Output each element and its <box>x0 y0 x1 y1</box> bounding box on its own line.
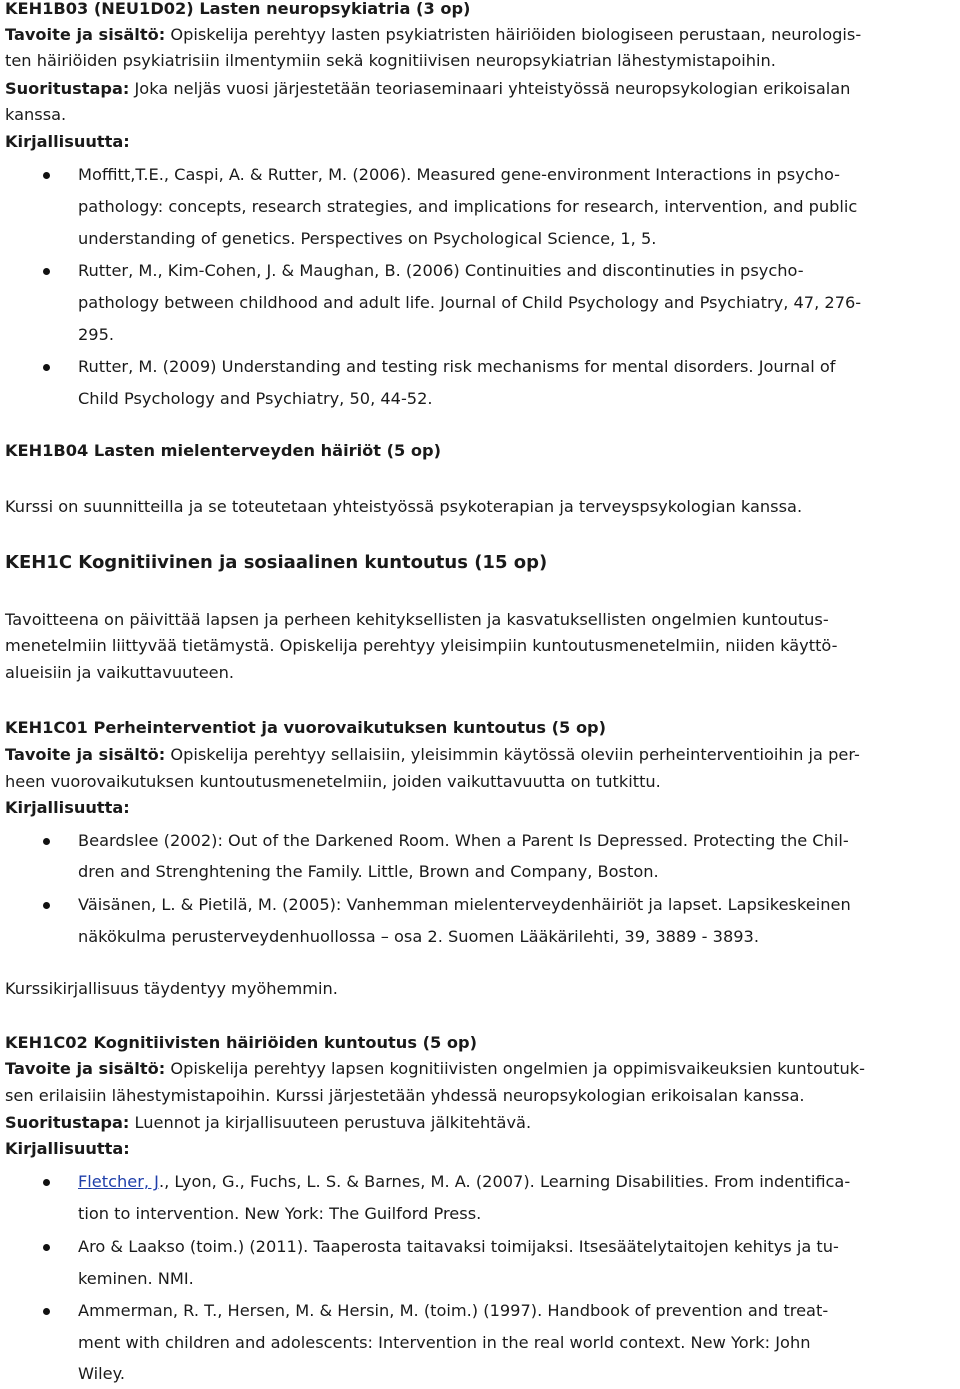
reference-line: Moffitt,T.E., Caspi, A. & Rutter, M. (2006). Measured gene-environment Interactions in psycho- <box>78 165 841 184</box>
bullet-icon <box>43 1244 50 1251</box>
reference-line: understanding of genetics. Perspectives on Psychological Science, 1, 5. <box>78 229 657 248</box>
course-heading-keh1c01: KEH1C01 Perheinterventiot ja vuorovaikutuksen kuntoutus (5 op) <box>5 718 607 737</box>
author-link-fletcher[interactable]: Fletcher, J <box>78 1172 159 1191</box>
bullet-icon <box>43 902 50 909</box>
reference-line: keminen. NMI. <box>78 1269 194 1288</box>
reference-line: Wiley. <box>78 1364 126 1383</box>
literature-label: Kirjallisuutta: <box>5 132 130 151</box>
module-text-line: alueisiin ja vaikuttavuuteen. <box>5 663 235 682</box>
reference-line: Child Psychology and Psychiatry, 50, 44-52. <box>78 389 433 408</box>
literature-label: Kirjallisuutta: <box>5 798 130 817</box>
reference-line: näkökulma perusterveydenhuollossa – osa 2. Suomen Lääkärilehti, 39, 3889 - 3893. <box>78 927 759 946</box>
course-heading-keh1b03: KEH1B03 (NEU1D02) Lasten neuropsykiatria (3 op) <box>5 0 471 18</box>
goal-line-2: ten häiriöiden psykiatrisiin ilmentymiin sekä kognitiivisen neuropsykiatrian lähestymistapoihin. <box>5 51 776 70</box>
reference-line: Rutter, M., Kim-Cohen, J. & Maughan, B. (2006) Continuities and discontinuties in psycho- <box>78 261 804 280</box>
goal-line-2: heen vuorovaikutuksen kuntoutusmenetelmiin, joiden vaikuttavuutta on tutkittu. <box>5 772 661 791</box>
module-text-line: menetelmiin liittyvää tietämystä. Opiskelija perehtyy yleisimpiin kuntoutusmenetelmiin, niiden käyttö- <box>5 636 838 655</box>
reference-line: pathology: concepts, research strategies, and implications for research, intervention, and public <box>78 197 858 216</box>
reference-line: tion to intervention. New York: The Guilford Press. <box>78 1204 482 1223</box>
reference-line: pathology between childhood and adult life. Journal of Child Psychology and Psychiatry, 47, 276- <box>78 293 862 312</box>
course-text: Kurssi on suunnitteilla ja se toteutetaan yhteistyössä psykoterapian ja terveyspsykologian kanssa. <box>5 497 803 516</box>
module-text-line: Tavoitteena on päivittää lapsen ja perheen kehityksellisten ja kasvatuksellisten ongelmien kuntoutus- <box>5 610 829 629</box>
reference-line: ment with children and adolescents: Intervention in the real world context. New York: John <box>78 1333 811 1352</box>
course-heading-keh1c02: KEH1C02 Kognitiivisten häiriöiden kuntoutus (5 op) <box>5 1033 477 1052</box>
bullet-icon <box>43 1308 50 1315</box>
bullet-icon <box>43 268 50 275</box>
method-line: Suoritustapa: Luennot ja kirjallisuuteen perustuva jälkitehtävä. <box>5 1113 532 1132</box>
goal-line-1: Tavoite ja sisältö: Opiskelija perehtyy lasten psykiatristen häiriöiden biologiseen perustaan, neurologis- <box>5 25 862 44</box>
goal-line-1: Tavoite ja sisältö: Opiskelija perehtyy sellaisiin, yleisimmin käytössä oleviin perheinterventioihin ja per- <box>5 745 860 764</box>
reference-line: Aro & Laakso (toim.) (2011). Taaperosta taitavaksi toimijaksi. Itsesäätelytaitojen kehitys ja tu- <box>78 1237 839 1256</box>
bullet-icon <box>43 838 50 845</box>
method-line-2: kanssa. <box>5 105 67 124</box>
course-heading-keh1b04: KEH1B04 Lasten mielenterveyden häiriöt (5 op) <box>5 441 442 460</box>
goal-line-1: Tavoite ja sisältö: Opiskelija perehtyy lapsen kognitiivisten ongelmien ja oppimisvaikeuksien kuntoutuk- <box>5 1059 865 1078</box>
reference-line: Beardslee (2002): Out of the Darkened Room. When a Parent Is Depressed. Protecting the Chil- <box>78 831 849 850</box>
literature-label: Kirjallisuutta: <box>5 1139 130 1158</box>
goal-line-2: sen erilaisiin lähestymistapoihin. Kurssi järjestetään yhdessä neuropsykologian erikoisalan kanssa. <box>5 1086 805 1105</box>
reference-line: dren and Strenghtening the Family. Little, Brown and Company, Boston. <box>78 862 659 881</box>
method-line-1: Suoritustapa: Joka neljäs vuosi järjestetään teoriaseminaari yhteistyössä neuropsykologian erikoisalan <box>5 79 851 98</box>
reference-line: Rutter, M. (2009) Understanding and testing risk mechanisms for mental disorders. Journal of <box>78 357 836 376</box>
reference-line: Väisänen, L. & Pietilä, M. (2005): Vanhemman mielenterveydenhäiriöt ja lapset. Lapsikeskeinen <box>78 895 851 914</box>
reference-line: 295. <box>78 325 115 344</box>
bullet-icon <box>43 364 50 371</box>
bullet-icon <box>43 172 50 179</box>
module-heading-keh1c: KEH1C Kognitiivinen ja sosiaalinen kuntoutus (15 op) <box>5 552 548 573</box>
bullet-icon <box>43 1179 50 1186</box>
reference-line: Fletcher, J., Lyon, G., Fuchs, L. S. & Barnes, M. A. (2007). Learning Disabilities. From indentifica- <box>78 1172 851 1191</box>
course-note: Kurssikirjallisuus täydentyy myöhemmin. <box>5 979 338 998</box>
reference-line: Ammerman, R. T., Hersen, M. & Hersin, M. (toim.) (1997). Handbook of prevention and treat- <box>78 1301 829 1320</box>
